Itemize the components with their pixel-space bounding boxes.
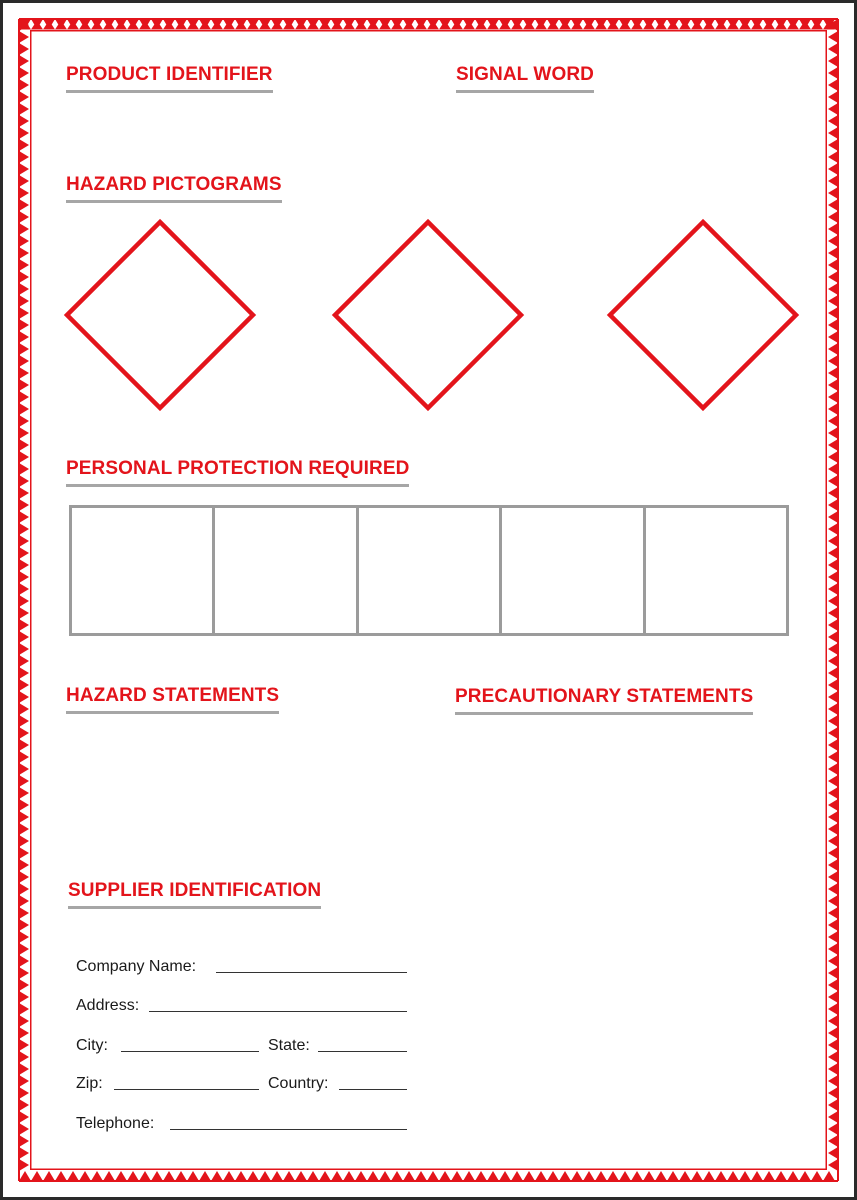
border-triangle: [535, 1171, 547, 1181]
border-triangle: [19, 1171, 31, 1181]
border-triangle: [828, 427, 838, 439]
border-triangle: [19, 1135, 29, 1147]
border-triangle: [828, 523, 838, 535]
border-triangle: [19, 991, 29, 1003]
border-triangle: [43, 1171, 55, 1181]
border-triangle: [828, 823, 838, 835]
border-triangle: [19, 295, 29, 307]
country-label: Country:: [268, 1075, 329, 1092]
border-triangle: [19, 787, 29, 799]
border-triangle: [463, 1171, 475, 1181]
border-triangle: [19, 1087, 29, 1099]
border-triangle: [828, 607, 838, 619]
border-triangle: [751, 1171, 763, 1181]
state-line[interactable]: [318, 1051, 407, 1052]
border-triangle: [19, 451, 29, 463]
border-triangle: [331, 1171, 343, 1181]
border-edge-line: [30, 30, 32, 1170]
border-triangle: [19, 343, 29, 355]
border-triangle: [828, 415, 838, 427]
border-triangle: [19, 1003, 29, 1015]
border-triangle: [19, 103, 29, 115]
border-triangle: [19, 379, 29, 391]
border-triangle: [763, 1171, 775, 1181]
border-triangle: [828, 571, 838, 583]
border-triangle: [828, 319, 838, 331]
border-triangle: [727, 1171, 739, 1181]
border-triangle: [19, 463, 29, 475]
border-triangle: [19, 487, 29, 499]
border-triangle: [828, 895, 838, 907]
border-triangle: [828, 679, 838, 691]
border-triangle: [523, 1171, 535, 1181]
border-triangle: [828, 103, 838, 115]
border-triangle: [828, 931, 838, 943]
border-triangle: [828, 487, 838, 499]
border-triangle: [19, 307, 29, 319]
border-triangle: [828, 979, 838, 991]
border-triangle: [828, 451, 838, 463]
border-triangle: [828, 1015, 838, 1027]
border-triangle: [828, 1099, 838, 1111]
border-triangle: [691, 1171, 703, 1181]
border-triangle: [19, 583, 29, 595]
border-triangle: [828, 283, 838, 295]
border-triangle: [19, 1111, 29, 1123]
border-triangle: [19, 175, 29, 187]
border-triangle: [828, 739, 838, 751]
border-triangle: [559, 1171, 571, 1181]
border-triangle: [19, 427, 29, 439]
border-triangle: [235, 1171, 247, 1181]
border-triangle: [19, 319, 29, 331]
border-triangle: [828, 871, 838, 883]
border-triangle: [828, 307, 838, 319]
border-edge-line: [19, 18, 838, 20]
border-triangle: [19, 523, 29, 535]
border-triangle: [607, 1171, 619, 1181]
border-triangle: [828, 379, 838, 391]
border-triangle: [19, 1015, 29, 1027]
border-triangle: [828, 211, 838, 223]
border-triangle: [828, 139, 838, 151]
border-triangle: [828, 1003, 838, 1015]
border-triangle: [19, 967, 29, 979]
border-triangle: [403, 1171, 415, 1181]
border-triangle: [828, 91, 838, 103]
border-triangle: [828, 619, 838, 631]
border-triangle: [343, 1171, 355, 1181]
border-triangle: [19, 91, 29, 103]
border-triangle: [828, 991, 838, 1003]
border-triangle: [19, 691, 29, 703]
border-triangle: [115, 1171, 127, 1181]
border-triangle: [19, 283, 29, 295]
border-triangle: [19, 883, 29, 895]
border-triangle: [67, 1171, 79, 1181]
company-name-label: Company Name:: [76, 958, 197, 975]
border-triangle: [199, 1171, 211, 1181]
supplier-identification-heading: SUPPLIER IDENTIFICATION: [68, 880, 321, 909]
city-line[interactable]: [121, 1051, 259, 1052]
ppe-box: [215, 508, 358, 633]
border-triangle: [828, 475, 838, 487]
border-triangle: [19, 559, 29, 571]
border-triangle: [828, 1147, 838, 1159]
telephone-line[interactable]: [170, 1129, 407, 1130]
address-label: Address:: [76, 997, 140, 1014]
border-triangle: [19, 595, 29, 607]
border-triangle: [679, 1171, 691, 1181]
border-triangle: [828, 1051, 838, 1063]
border-triangle: [828, 331, 838, 343]
border-triangle: [799, 1171, 811, 1181]
border-triangle: [828, 955, 838, 967]
border-triangle: [828, 271, 838, 283]
border-triangle: [828, 751, 838, 763]
border-triangle: [19, 271, 29, 283]
border-triangle: [828, 559, 838, 571]
border-triangle: [19, 439, 29, 451]
border-triangle: [427, 1171, 439, 1181]
border-triangle: [828, 163, 838, 175]
border-triangle: [307, 1171, 319, 1181]
ppe-box: [72, 508, 215, 633]
border-triangle: [19, 679, 29, 691]
border-triangle: [19, 367, 29, 379]
border-triangle: [19, 931, 29, 943]
border-triangle: [19, 1063, 29, 1075]
border-triangle: [828, 1123, 838, 1135]
border-triangle: [19, 775, 29, 787]
border-triangle: [828, 547, 838, 559]
border-triangle: [211, 1171, 223, 1181]
border-triangle: [828, 1039, 838, 1051]
ppe-box-row: [69, 505, 789, 636]
border-triangle: [499, 1171, 511, 1181]
border-triangle: [367, 1171, 379, 1181]
border-triangle: [19, 511, 29, 523]
border-triangle: [19, 1075, 29, 1087]
border-triangle: [19, 43, 29, 55]
border-triangle: [828, 511, 838, 523]
city-label: City:: [76, 1037, 108, 1054]
border-triangle: [787, 1171, 799, 1181]
border-triangle: [828, 703, 838, 715]
border-triangle: [583, 1171, 595, 1181]
border-triangle: [19, 187, 29, 199]
border-triangle: [19, 331, 29, 343]
border-triangle: [19, 247, 29, 259]
border-triangle: [828, 1027, 838, 1039]
border-triangle: [828, 355, 838, 367]
border-triangle: [91, 1171, 103, 1181]
border-triangle: [19, 607, 29, 619]
border-triangle: [828, 1111, 838, 1123]
border-triangle: [19, 547, 29, 559]
border-triangle: [19, 415, 29, 427]
border-triangle: [511, 1171, 523, 1181]
border-triangle: [31, 1171, 43, 1181]
border-triangle: [127, 1171, 139, 1181]
ppe-box: [502, 508, 645, 633]
border-triangle: [828, 643, 838, 655]
border-triangle: [811, 1171, 823, 1181]
border-triangle: [828, 583, 838, 595]
border-triangle: [19, 535, 29, 547]
border-triangle: [19, 643, 29, 655]
border-triangle: [823, 1171, 835, 1181]
border-triangle: [295, 1171, 307, 1181]
border-edge-line: [30, 1169, 827, 1171]
border-triangle: [451, 1171, 463, 1181]
border-triangle: [828, 907, 838, 919]
border-triangle: [828, 367, 838, 379]
border-triangle: [355, 1171, 367, 1181]
border-triangle: [828, 1159, 838, 1171]
border-triangle: [828, 127, 838, 139]
border-triangle: [19, 955, 29, 967]
border-triangle: [631, 1171, 643, 1181]
border-triangle: [19, 799, 29, 811]
border-triangle: [828, 883, 838, 895]
zip-label: Zip:: [76, 1075, 103, 1092]
border-triangle: [259, 1171, 271, 1181]
border-triangle: [415, 1171, 427, 1181]
border-triangle: [19, 499, 29, 511]
precautionary-statements-heading: PRECAUTIONARY STATEMENTS: [455, 686, 753, 715]
border-triangle: [19, 979, 29, 991]
signal-word-heading: SIGNAL WORD: [456, 64, 594, 93]
border-triangle: [828, 463, 838, 475]
border-triangle: [828, 667, 838, 679]
border-triangle: [19, 847, 29, 859]
border-triangle: [283, 1171, 295, 1181]
border-triangle: [475, 1171, 487, 1181]
border-triangle: [715, 1171, 727, 1181]
border-triangle: [163, 1171, 175, 1181]
border-triangle: [19, 403, 29, 415]
border-triangle: [19, 391, 29, 403]
zip-line[interactable]: [114, 1089, 259, 1090]
address-line[interactable]: [149, 1011, 407, 1012]
border-triangle: [828, 499, 838, 511]
border-triangle: [19, 355, 29, 367]
border-triangle: [828, 919, 838, 931]
border-triangle: [19, 631, 29, 643]
border-triangle: [828, 655, 838, 667]
company-name-line[interactable]: [216, 972, 407, 973]
border-triangle: [775, 1171, 787, 1181]
border-triangle: [828, 79, 838, 91]
border-triangle: [667, 1171, 679, 1181]
border-triangle: [828, 295, 838, 307]
border-triangle: [828, 691, 838, 703]
border-triangle: [19, 667, 29, 679]
border-triangle: [19, 151, 29, 163]
border-triangle: [79, 1171, 91, 1181]
border-triangle: [19, 919, 29, 931]
border-triangle: [487, 1171, 499, 1181]
border-triangle: [391, 1171, 403, 1181]
border-triangle: [828, 343, 838, 355]
border-triangle: [828, 847, 838, 859]
border-triangle: [828, 799, 838, 811]
border-triangle: [828, 859, 838, 871]
border-triangle: [828, 187, 838, 199]
border-triangle: [103, 1171, 115, 1181]
border-triangle: [828, 1075, 838, 1087]
border-triangle: [19, 79, 29, 91]
border-triangle: [19, 31, 29, 43]
border-triangle: [19, 763, 29, 775]
border-triangle: [19, 1123, 29, 1135]
border-triangle: [547, 1171, 559, 1181]
border-triangle: [19, 895, 29, 907]
border-triangle: [828, 391, 838, 403]
border-triangle: [19, 1027, 29, 1039]
border-triangle: [828, 835, 838, 847]
border-triangle: [19, 739, 29, 751]
border-triangle: [187, 1171, 199, 1181]
border-triangle: [828, 535, 838, 547]
border-triangle: [19, 199, 29, 211]
border-triangle: [828, 199, 838, 211]
border-edge-line: [826, 30, 828, 1170]
border-triangle: [828, 1135, 838, 1147]
border-triangle: [828, 787, 838, 799]
border-triangle: [19, 943, 29, 955]
border-triangle: [703, 1171, 715, 1181]
border-triangle: [19, 55, 29, 67]
ppe-box: [646, 508, 786, 633]
border-triangle: [828, 43, 838, 55]
border-triangle: [19, 1159, 29, 1171]
border-triangle: [139, 1171, 151, 1181]
border-triangle: [19, 475, 29, 487]
border-triangle: [828, 67, 838, 79]
border-triangle: [828, 247, 838, 259]
hazard-pictograms-heading: HAZARD PICTOGRAMS: [66, 174, 282, 203]
border-triangle: [828, 31, 838, 43]
border-triangle: [828, 715, 838, 727]
border-triangle: [19, 619, 29, 631]
border-triangle: [19, 811, 29, 823]
product-identifier-heading: PRODUCT IDENTIFIER: [66, 64, 273, 93]
border-triangle: [595, 1171, 607, 1181]
border-triangle: [19, 259, 29, 271]
border-triangle: [19, 835, 29, 847]
border-triangle: [55, 1171, 67, 1181]
border-triangle: [739, 1171, 751, 1181]
state-label: State:: [268, 1037, 310, 1054]
border-edge-line: [18, 19, 20, 1181]
border-triangle: [151, 1171, 163, 1181]
border-edge-line: [19, 1180, 838, 1182]
border-triangle: [571, 1171, 583, 1181]
border-triangle: [19, 67, 29, 79]
border-triangle: [19, 1051, 29, 1063]
border-triangle: [19, 715, 29, 727]
border-triangle: [19, 751, 29, 763]
border-triangle: [19, 727, 29, 739]
border-triangle: [19, 703, 29, 715]
border-triangle: [223, 1171, 235, 1181]
border-triangle: [19, 115, 29, 127]
border-triangle: [379, 1171, 391, 1181]
border-triangle: [655, 1171, 667, 1181]
ppe-box: [359, 508, 502, 633]
border-triangle: [19, 871, 29, 883]
border-triangle: [19, 127, 29, 139]
border-triangle: [828, 439, 838, 451]
border-triangle: [828, 115, 838, 127]
border-triangle: [828, 403, 838, 415]
border-triangle: [828, 727, 838, 739]
border-triangle: [19, 1147, 29, 1159]
border-edge-line: [30, 30, 827, 32]
border-triangle: [828, 595, 838, 607]
border-triangle: [19, 859, 29, 871]
border-edge-line: [837, 19, 839, 1181]
border-triangle: [19, 235, 29, 247]
border-triangle: [19, 571, 29, 583]
border-triangle: [439, 1171, 451, 1181]
border-triangle: [19, 223, 29, 235]
border-triangle: [828, 235, 838, 247]
border-triangle: [619, 1171, 631, 1181]
border-triangle: [828, 223, 838, 235]
border-triangle: [828, 151, 838, 163]
border-triangle: [828, 967, 838, 979]
border-triangle: [828, 631, 838, 643]
border-triangle: [19, 823, 29, 835]
border-triangle: [19, 1099, 29, 1111]
border-triangle: [19, 907, 29, 919]
telephone-label: Telephone:: [76, 1115, 155, 1132]
border-triangle: [19, 139, 29, 151]
border-triangle: [19, 163, 29, 175]
border-triangle: [828, 1087, 838, 1099]
country-line[interactable]: [339, 1089, 407, 1090]
border-triangle: [828, 775, 838, 787]
hazard-statements-heading: HAZARD STATEMENTS: [66, 685, 279, 714]
border-triangle: [19, 211, 29, 223]
border-triangle: [828, 1063, 838, 1075]
border-triangle: [828, 763, 838, 775]
border-triangle: [828, 55, 838, 67]
personal-protection-heading: PERSONAL PROTECTION REQUIRED: [66, 458, 409, 487]
border-triangle: [19, 655, 29, 667]
border-triangle: [828, 811, 838, 823]
border-triangle: [319, 1171, 331, 1181]
border-triangle: [828, 175, 838, 187]
border-triangle: [247, 1171, 259, 1181]
border-triangle: [271, 1171, 283, 1181]
border-triangle: [828, 943, 838, 955]
border-triangle: [19, 1039, 29, 1051]
border-triangle: [175, 1171, 187, 1181]
border-triangle: [828, 259, 838, 271]
border-triangle: [643, 1171, 655, 1181]
